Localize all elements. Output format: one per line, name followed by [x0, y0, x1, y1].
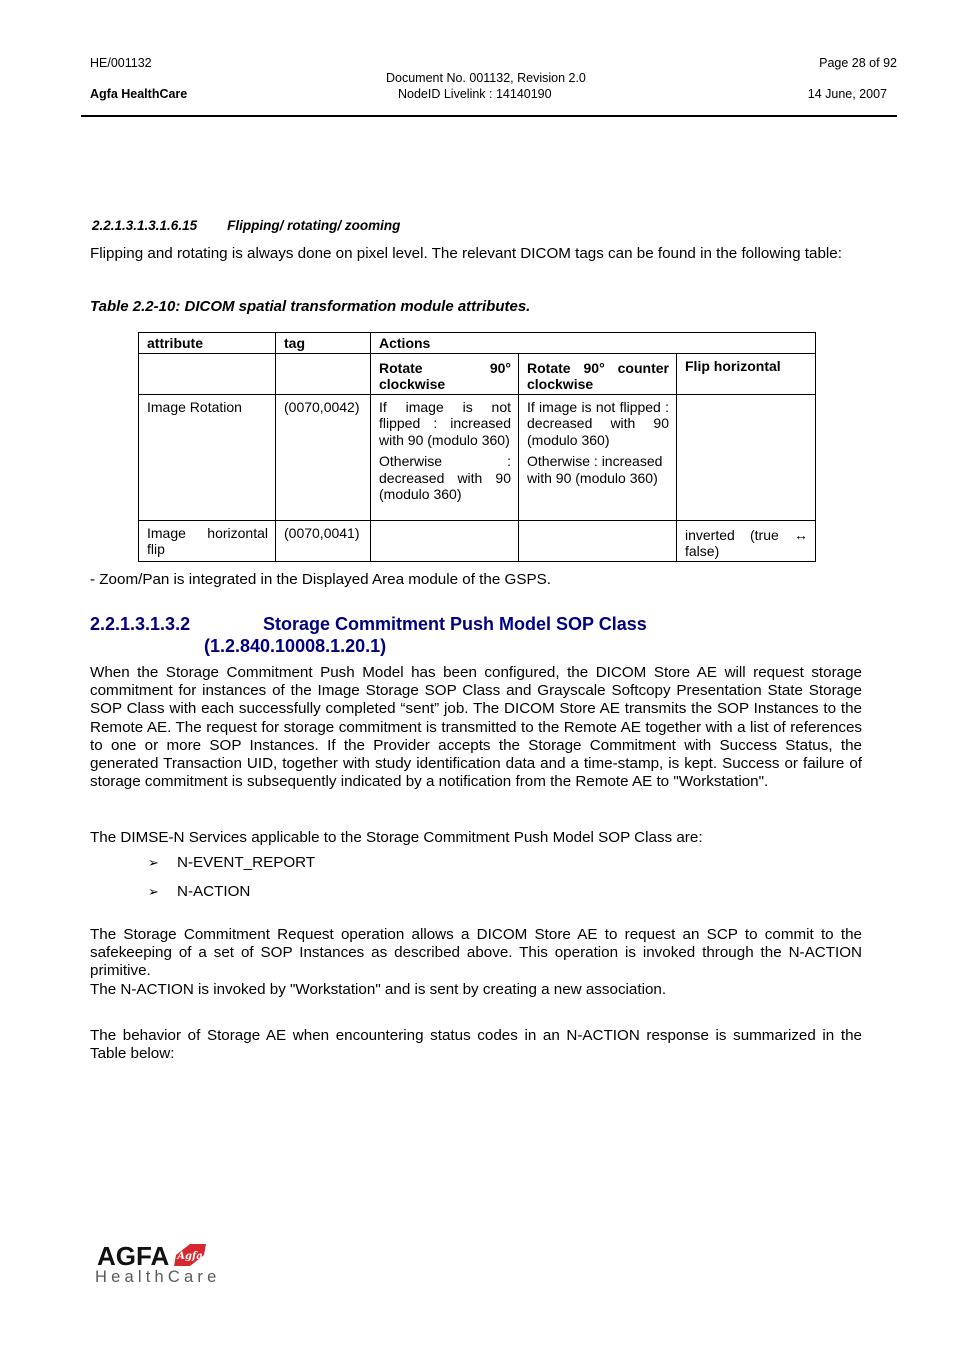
- arrow-bullet-icon: ➢: [148, 855, 159, 870]
- list-item: [148, 854, 315, 871]
- header-actions: Actions: [371, 333, 816, 354]
- healthcare-wordmark: HealthCare: [95, 1268, 221, 1286]
- cell-rotate-cw: [371, 394, 519, 520]
- agfa-badge-text: Agfa: [177, 1251, 203, 1262]
- dimse-services-paragraph: The DIMSE-N Services applicable to the Storage Commitment Push Model SOP Class are:: [90, 829, 703, 846]
- cell-tag: (0070,0041): [276, 520, 371, 561]
- table-row: [139, 394, 816, 520]
- cell-flip: [677, 394, 816, 520]
- cell-attribute: Image Rotation: [139, 394, 276, 520]
- table-header-row: [139, 333, 816, 354]
- cell-attribute: Image horizontal flip: [139, 520, 276, 561]
- node-id: NodeID Livelink : 14140190: [398, 87, 552, 101]
- intro-paragraph: Flipping and rotating is always done on pixel level. The relevant DICOM tags can be found in the following table:: [90, 245, 842, 262]
- empty-cell: [276, 353, 371, 394]
- list-item: [148, 883, 250, 900]
- list-item-label: N-EVENT_REPORT: [177, 854, 316, 871]
- cell-text: Otherwise : increased with 90 (modulo 360): [527, 453, 663, 486]
- cell-rotate-cw: [371, 520, 519, 561]
- subsection-heading: 2.2.1.3.1.3.1.6.15 Flipping/ rotating/ zooming: [92, 218, 401, 233]
- cell-text: If image is not flipped : increased with 90 (modulo 360): [379, 398, 511, 448]
- header-rule: [81, 115, 897, 117]
- subheader-rotate-cw: Rotate 90° clockwise: [371, 353, 519, 394]
- doc-reference: HE/001132: [90, 56, 152, 70]
- section-title: Storage Commitment Push Model SOP Class: [263, 614, 647, 634]
- table-caption: Table 2.2-10: DICOM spatial transformation module attributes.: [90, 298, 531, 315]
- document-date: 14 June, 2007: [807, 87, 887, 101]
- section-number: 2.2.1.3.1.3.2: [90, 614, 191, 634]
- header-tag: tag: [276, 333, 371, 354]
- zoom-note: - Zoom/Pan is integrated in the Displayed Area module of the GSPS.: [90, 571, 551, 588]
- subheader-rotate-ccw: Rotate 90° counter clockwise: [519, 353, 677, 394]
- cell-rotate-ccw: [519, 394, 677, 520]
- section-title-uid: (1.2.840.10008.1.20.1): [204, 636, 387, 656]
- subheader-flip: Flip horizontal: [677, 353, 816, 394]
- arrow-bullet-icon: ➢: [148, 884, 159, 899]
- table-subheader-row: [139, 353, 816, 394]
- page-number: Page 28 of 92: [819, 56, 897, 70]
- storage-commitment-paragraph: When the Storage Commitment Push Model has been configured, the DICOM Store AE will request storage commitment for instances of the Image Storage SOP Class and Grayscale Softcopy Presentation State Storage SOP Class with each successfully completed “sent” job. The DICOM Store AE transmits the SOP Instances to the Remote AE. The request for storage commitment is transmitted to the Remote AE together with a list of references to one or more SOP Instances. If the Provider accepts the Storage Commitment with Success Status, the generated Transaction UID, together with study identification data and a time-stamp, is kept. Success or failure of storage commitment is subsequently indicated by a notification from the Remote AE to "Workstation".: [90, 664, 862, 791]
- cell-tag: (0070,0042): [276, 394, 371, 520]
- n-action-paragraph: The N-ACTION is invoked by "Workstation" and is sent by creating a new association.: [90, 981, 667, 998]
- agfa-logo: AGFA: [97, 1241, 170, 1271]
- cell-text: If image is not flipped : decreased with 90 (modulo 360): [527, 398, 669, 448]
- commitment-request-paragraph: The Storage Commitment Request operation allows a DICOM Store AE to request an SCP to commit to the safekeeping of a set of SOP Instances as described above. This operation is invoked through the N-ACTION primitive.: [90, 926, 862, 980]
- cell-rotate-ccw: [519, 520, 677, 561]
- company-name: Agfa HealthCare: [90, 87, 188, 101]
- spatial-transformation-table: [138, 332, 816, 562]
- cell-flip: inverted (true ↔ false): [677, 520, 816, 561]
- list-item-label: N-ACTION: [177, 883, 251, 900]
- header-attribute: attribute: [139, 333, 276, 354]
- agfa-rhombus-icon: [170, 1242, 210, 1268]
- table-row: [139, 520, 816, 561]
- document-number: Document No. 001132, Revision 2.0: [386, 71, 586, 85]
- status-behavior-paragraph: The behavior of Storage AE when encountering status codes in an N-ACTION response is summarized in the Table below:: [90, 1027, 862, 1063]
- empty-cell: [139, 353, 276, 394]
- cell-text: Otherwise : decreased with 90 (modulo 360): [379, 453, 511, 502]
